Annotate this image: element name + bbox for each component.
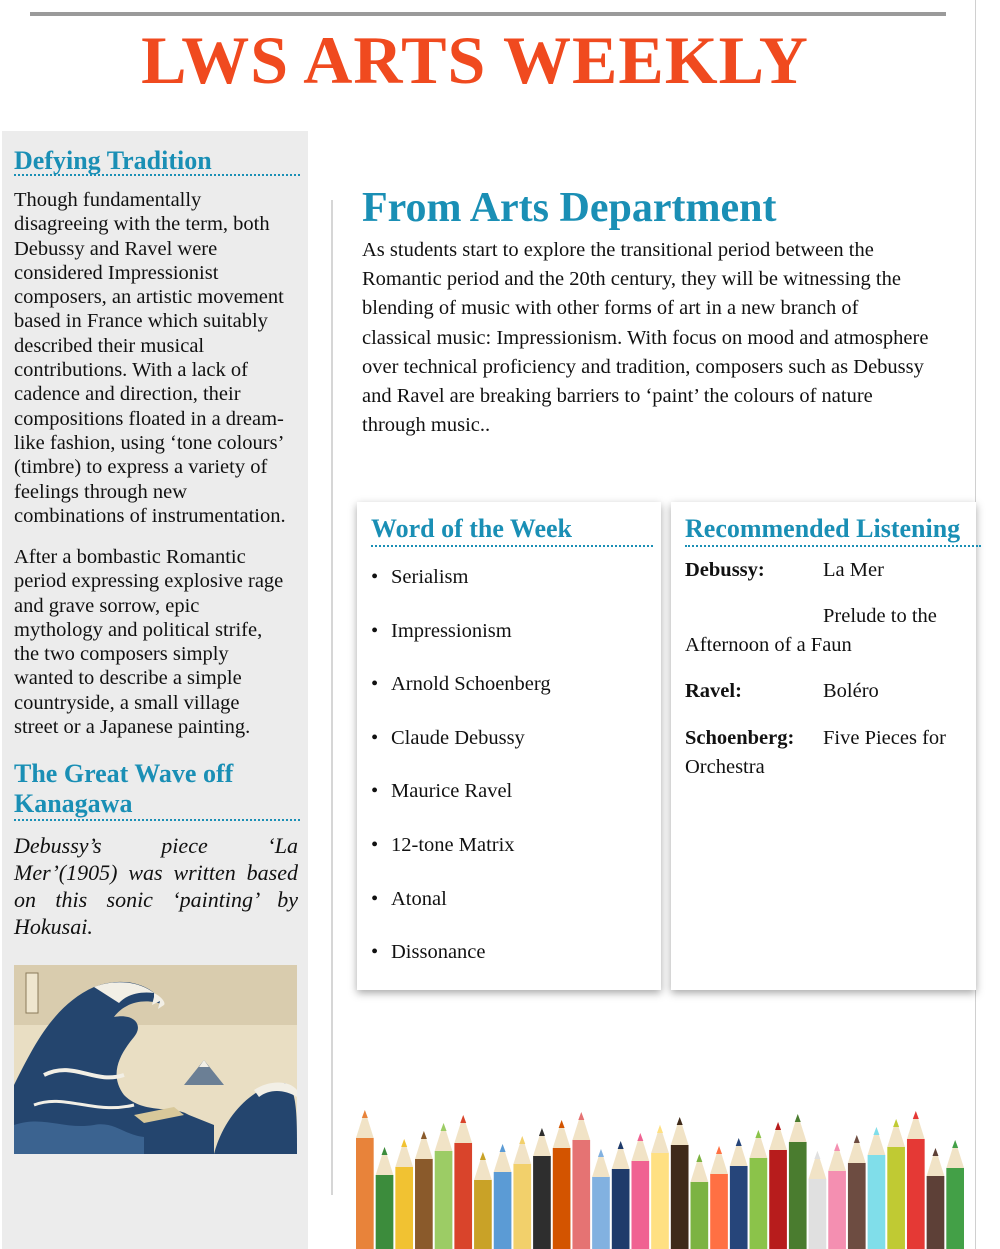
list-item: • Impressionism: [371, 616, 551, 670]
great-wave-image: [14, 965, 297, 1154]
piece-five-pieces-line2: Orchestra: [685, 756, 765, 778]
list-item: • Arnold Schoenberg: [371, 669, 551, 723]
pencil: [435, 1123, 453, 1249]
pencil: [592, 1149, 610, 1249]
composer-ravel: Ravel:: [685, 680, 742, 702]
piece-bolero: Boléro: [823, 680, 879, 702]
great-wave-caption: Debussy’s piece ‘La Mer’(1905) was written based on this sonic ‘painting’ by Hokusai.: [14, 833, 298, 939]
column-divider: [331, 200, 333, 1195]
list-item: • Claude Debussy: [371, 723, 551, 777]
pencil: [691, 1154, 709, 1249]
heading-dotted-rule: [685, 545, 981, 547]
heading-dotted-rule: [371, 545, 653, 547]
pencil: [946, 1140, 964, 1249]
pencil: [454, 1115, 472, 1249]
pencil: [494, 1144, 512, 1249]
pencil: [474, 1152, 492, 1249]
pencil: [907, 1111, 925, 1249]
defying-tradition-paragraph-2: After a bombastic Romantic period expressing explosive rage and grave sorrow, epic mythology and political strife, the two composers simply wanted to describe a simple countryside, a small village street or a Japanese painting.: [14, 546, 284, 739]
piece-la-mer: La Mer: [823, 559, 884, 581]
composer-debussy: Debussy:: [685, 559, 765, 581]
list-item: • 12-tone Matrix: [371, 830, 551, 884]
pencil: [553, 1120, 571, 1249]
pencil: [887, 1119, 905, 1249]
pencil: [513, 1136, 531, 1249]
pencil: [868, 1127, 886, 1249]
recommended-listening-card: [671, 502, 976, 990]
pencil: [789, 1114, 807, 1249]
piece-prelude-line2: Afternoon of a Faun: [685, 634, 852, 656]
defying-tradition-paragraph-1: Though fundamentally disagreeing with the term, both Debussy and Ravel were considered Impressionist composers, an artistic movement based in France which suitably described their musical contributions. With a lack of cadence and direction, their compositions floated in a dream- like fashion, using ‘tone colours’ (timbre) to express a variety of feelings through new combinations of instrumentation.: [14, 189, 286, 527]
heading-dotted-rule: [14, 819, 300, 821]
pencil: [533, 1128, 551, 1249]
pencil: [651, 1125, 669, 1249]
pencil: [395, 1139, 413, 1249]
pencil: [710, 1146, 728, 1249]
piece-prelude-line1: Prelude to the: [823, 605, 937, 627]
piece-five-pieces-line1: Five Pieces for: [823, 727, 946, 749]
pencil: [415, 1131, 433, 1249]
pencil: [376, 1147, 394, 1249]
pencil: [769, 1122, 787, 1249]
pencil: [612, 1141, 630, 1249]
sidebar: [2, 131, 308, 1249]
word-of-the-week-heading: Word of the Week: [371, 514, 573, 543]
pencil: [631, 1133, 649, 1249]
pencil: [572, 1112, 590, 1249]
colored-pencils-illustration: [355, 1100, 965, 1249]
arts-department-title: From Arts Department: [362, 185, 777, 231]
great-wave-heading: The Great Wave off Kanagawa: [14, 759, 234, 818]
pencil: [356, 1110, 374, 1249]
list-item: • Maurice Ravel: [371, 776, 551, 830]
recommended-listening-heading: Recommended Listening: [685, 514, 961, 543]
arts-department-body: As students start to explore the transitional period between the Romantic period and the 20th century, they will be witnessing the blending of music with other forms of art in a new branch of classical music: Impressionism. With focus on mood and atmosphere over technical proficiency and tradition, composers such as Debussy and Ravel are breaking barriers to ‘paint’ the colours of nature through music..: [362, 239, 929, 437]
great-wave-illustration: [14, 965, 297, 1154]
pencil: [848, 1135, 866, 1249]
word-of-the-week-card: [357, 502, 661, 990]
pencil: [809, 1151, 827, 1249]
list-item: • Serialism: [371, 562, 551, 616]
heading-dotted-rule: [14, 174, 300, 176]
pencil: [671, 1117, 689, 1249]
masthead-title: LWS ARTS WEEKLY: [141, 22, 809, 98]
top-rule: [30, 12, 946, 16]
pencil: [750, 1130, 768, 1249]
defying-tradition-heading: Defying Tradition: [14, 146, 212, 175]
word-list: [371, 562, 551, 991]
pencil: [927, 1148, 945, 1249]
composer-schoenberg: Schoenberg:: [685, 727, 795, 749]
list-item: • Atonal: [371, 884, 551, 938]
list-item: • Dissonance: [371, 937, 551, 991]
pencil: [828, 1143, 846, 1249]
pencil: [730, 1138, 748, 1249]
